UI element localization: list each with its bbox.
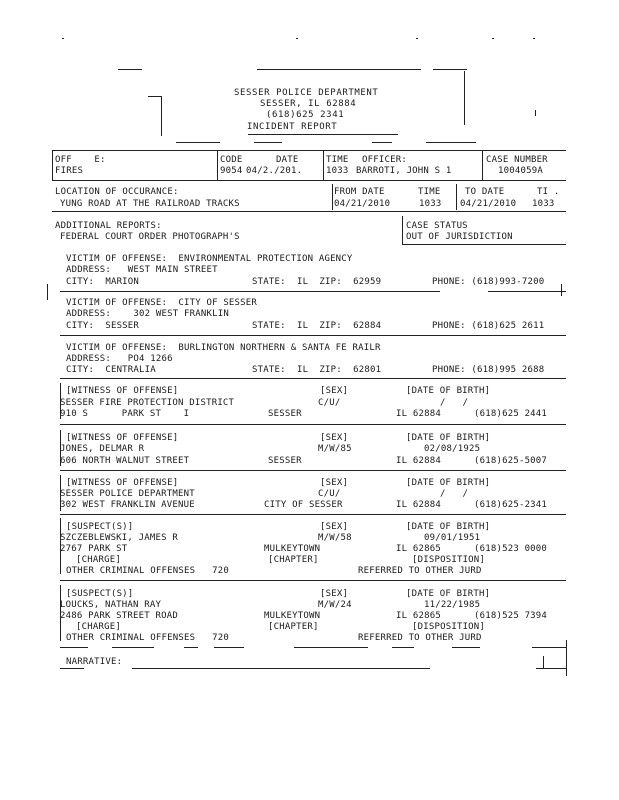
header-rule: [257, 69, 421, 70]
party-2-address: 606 NORTH WALNUT STREET: [60, 456, 190, 466]
form-rule: [60, 668, 84, 669]
party-4-sex: M/W/58: [318, 533, 352, 543]
offense-value: FIRES: [55, 166, 84, 176]
report-title: INCIDENT REPORT: [247, 122, 338, 132]
location-value: YUNG ROAD AT THE RAILROAD TRACKS: [60, 199, 240, 209]
form-rule: [532, 647, 566, 648]
party-3-phone: (618)625-2341: [474, 500, 548, 510]
form-rule: [112, 647, 154, 648]
form-rule: [332, 184, 333, 210]
party-2-sex: M/W/85: [318, 444, 352, 454]
party-5-disposition: REFERRED TO OTHER JURD: [358, 633, 482, 643]
party-5-disposition-label: [DISPOSITION]: [412, 622, 486, 632]
location-label: LOCATION OF OCCURANCE:: [55, 187, 179, 197]
narrative-label: NARRATIVE:: [66, 657, 123, 667]
form-rule: [52, 150, 53, 180]
victim-3-address: ADDRESS: PO4 1266: [66, 354, 173, 364]
header-rule: [426, 142, 476, 143]
form-rule: [60, 470, 566, 471]
victim-2-city: CITY: SESSER: [66, 321, 140, 331]
form-rule: [392, 647, 414, 648]
party-1-city: SESSER: [268, 409, 302, 419]
form-rule: [456, 184, 457, 210]
header-rule: [433, 69, 467, 70]
party-2-phone: (618)625-5007: [474, 456, 548, 466]
party-2-dob: 02/08/1925: [424, 444, 481, 454]
form-rule: [60, 378, 566, 379]
victim-3-city: CITY: CENTRALIA: [66, 365, 156, 375]
victim-3-phone: PHONE: (618)995 2688: [432, 365, 545, 375]
form-rule: [132, 668, 430, 669]
party-5-charge: OTHER CRIMINAL OFFENSES 720: [66, 633, 229, 643]
party-2-city: SESSER: [268, 456, 302, 466]
party-3-address: 302 WEST FRANKLIN AVENUE: [60, 500, 195, 510]
party-5-sex-label: [SEX]: [320, 589, 349, 599]
form-rule: [402, 216, 403, 244]
party-4-address: 2767 PARK ST: [60, 544, 128, 554]
party-3-city: CITY OF SESSER: [264, 500, 343, 510]
form-rule: [323, 150, 324, 180]
form-rule: [60, 580, 566, 581]
form-rule: [482, 150, 483, 180]
case-number-label: CASE NUMBER: [486, 155, 548, 165]
party-5-chapter-label: [CHAPTER]: [268, 622, 319, 632]
victim-1-state-zip: STATE: IL ZIP: 62959: [252, 277, 382, 287]
victim-3-state-zip: STATE: IL ZIP: 62801: [252, 365, 382, 375]
party-5-zip: IL 62865: [396, 611, 441, 621]
victim-1-city: CITY: MARION: [66, 277, 140, 287]
scan-speck: [62, 38, 64, 39]
party-3-name: SESSER POLICE DEPARTMENT: [60, 489, 195, 499]
party-3-zip: IL 62884: [396, 500, 441, 510]
party-4-chapter-label: [CHAPTER]: [268, 555, 319, 565]
code-value: 9054: [220, 166, 243, 176]
party-4-zip: IL 62865: [396, 544, 441, 554]
party-3-sex: C/U/: [318, 489, 341, 499]
case-number-value: 1004059A: [498, 166, 543, 176]
from-time-label: TIME: [418, 187, 441, 197]
party-5-dob: 11/22/1985: [424, 600, 481, 610]
officer-label: OFFICER:: [362, 155, 407, 165]
party-1-dob: / /: [440, 398, 469, 408]
victim-1-phone: PHONE: (618)993-7200: [432, 277, 545, 287]
date-label: DATE: [276, 155, 299, 165]
header-rule: [118, 69, 142, 70]
form-rule: [402, 244, 566, 245]
victim-2-phone: PHONE: (618)625 2611: [432, 321, 545, 331]
party-5-role: [SUSPECT(S)]: [66, 589, 134, 599]
party-5-charge-label: [CHARGE]: [76, 622, 121, 632]
department-city: SESSER, IL 62884: [260, 99, 357, 109]
form-rule: [452, 647, 480, 648]
party-1-name: SESSER FIRE PROTECTION DISTRICT: [60, 398, 235, 408]
header-rule: [176, 142, 220, 143]
party-4-sex-label: [SEX]: [320, 522, 349, 532]
victim-2-address: ADDRESS: 302 WEST FRANKLIN: [66, 309, 229, 319]
additional-reports-label: ADDITIONAL REPORTS:: [55, 221, 162, 231]
party-3-role: [WITNESS OF OFFENSE]: [66, 478, 179, 488]
form-rule: [52, 180, 566, 181]
header-rule: [372, 142, 392, 143]
party-3-dob: / /: [440, 489, 469, 499]
form-rule: [60, 647, 88, 648]
party-4-dob: 09/01/1951: [424, 533, 481, 543]
party-1-zip: IL 62884: [396, 409, 441, 419]
party-2-dob-label: [DATE OF BIRTH]: [406, 433, 491, 443]
party-5-address: 2486 PARK STREET ROAD: [60, 611, 178, 621]
party-4-role: [SUSPECT(S)]: [66, 522, 134, 532]
form-rule: [214, 647, 244, 648]
scan-speck: [535, 110, 536, 116]
form-rule: [60, 514, 566, 515]
officer-value: BARROTI, JOHN S 1: [356, 166, 452, 176]
from-time-value: 1033: [419, 199, 442, 209]
party-1-role: [WITNESS OF OFFENSE]: [66, 386, 179, 396]
case-status-label: CASE STATUS: [406, 221, 468, 231]
party-4-charge: OTHER CRIMINAL OFFENSES 720: [66, 566, 229, 576]
additional-reports-value: FEDERAL COURT ORDER PHOTOGRAPH'S: [60, 232, 240, 242]
to-date-label: TO DATE: [465, 187, 505, 197]
department-name: SESSER POLICE DEPARTMENT: [234, 88, 379, 98]
party-3-sex-label: [SEX]: [320, 478, 349, 488]
party-1-sex: C/U/: [318, 398, 341, 408]
victim-1-address: ADDRESS: WEST MAIN STREET: [66, 265, 218, 275]
party-4-charge-label: [CHARGE]: [76, 555, 121, 565]
header-rule: [254, 142, 282, 143]
form-rule: [294, 647, 368, 648]
party-2-name: JONES, DELMAR R: [60, 444, 145, 454]
form-rule: [60, 335, 566, 336]
party-5-sex: M/W/24: [318, 600, 352, 610]
time-value: 1033: [326, 166, 349, 176]
party-1-dob-label: [DATE OF BIRTH]: [406, 386, 491, 396]
code-label: CODE: [220, 155, 243, 165]
form-rule: [60, 291, 440, 292]
scan-speck: [492, 38, 494, 39]
party-2-role: [WITNESS OF OFFENSE]: [66, 433, 179, 443]
scan-speck: [416, 38, 418, 39]
party-4-city: MULKEYTOWN: [264, 544, 321, 554]
form-rule: [60, 424, 566, 425]
party-2-zip: IL 62884: [396, 456, 441, 466]
form-rule: [543, 656, 544, 668]
form-rule: [184, 647, 198, 648]
form-rule: [47, 284, 48, 300]
form-rule: [566, 640, 567, 676]
party-5-dob-label: [DATE OF BIRTH]: [406, 589, 491, 599]
party-1-address: 910 S PARK ST I: [60, 409, 190, 419]
party-5-name: LOUCKS, NATHAN RAY: [60, 600, 162, 610]
department-phone: (618)625 2341: [266, 110, 345, 120]
party-4-name: SZCZEBLEWSKI, JAMES R: [60, 533, 178, 543]
form-rule: [536, 668, 566, 669]
to-date-value: 04/21/2010: [460, 199, 517, 209]
party-5-phone: (618)525 7394: [474, 611, 548, 621]
to-time-value: 1033: [532, 199, 555, 209]
party-2-sex-label: [SEX]: [320, 433, 349, 443]
case-status-value: OUT OF JURISDICTION: [406, 232, 513, 242]
time-label: TIME: [326, 155, 349, 165]
header-frame-line: [161, 96, 162, 136]
date-value: 04/2./201.: [246, 166, 303, 176]
party-3-dob-label: [DATE OF BIRTH]: [406, 478, 491, 488]
victim-2-line: VICTIM OF OFFENSE: CITY OF SESSER: [66, 298, 258, 308]
victim-1-line: VICTIM OF OFFENSE: ENVIRONMENTAL PROTECTION AGENCY: [66, 254, 353, 264]
header-rule: [248, 134, 398, 135]
party-1-phone: (618)625 2441: [474, 409, 548, 419]
form-rule: [217, 150, 218, 180]
scan-speck: [296, 38, 298, 39]
to-time-label: TI .: [537, 187, 560, 197]
scan-speck: [533, 38, 535, 39]
from-date-value: 04/21/2010: [334, 199, 391, 209]
form-rule: [52, 211, 566, 212]
party-4-disposition: REFERRED TO OTHER JURD: [358, 566, 482, 576]
party-5-city: MULKEYTOWN: [264, 611, 321, 621]
party-4-dob-label: [DATE OF BIRTH]: [406, 522, 491, 532]
victim-2-state-zip: STATE: IL ZIP: 62884: [252, 321, 382, 331]
from-date-label: FROM DATE: [334, 187, 385, 197]
offense-label: OFF E:: [55, 155, 106, 165]
party-1-sex-label: [SEX]: [320, 386, 349, 396]
form-rule: [52, 150, 566, 151]
party-4-phone: (618)523 0000: [474, 544, 548, 554]
form-rule: [561, 284, 562, 296]
header-rule: [148, 96, 162, 97]
form-rule: [488, 291, 566, 292]
header-frame-line: [464, 71, 465, 125]
victim-3-line: VICTIM OF OFFENSE: BURLINGTON NORTHERN & SANTA FE RAILR: [66, 343, 381, 353]
party-4-disposition-label: [DISPOSITION]: [412, 555, 486, 565]
